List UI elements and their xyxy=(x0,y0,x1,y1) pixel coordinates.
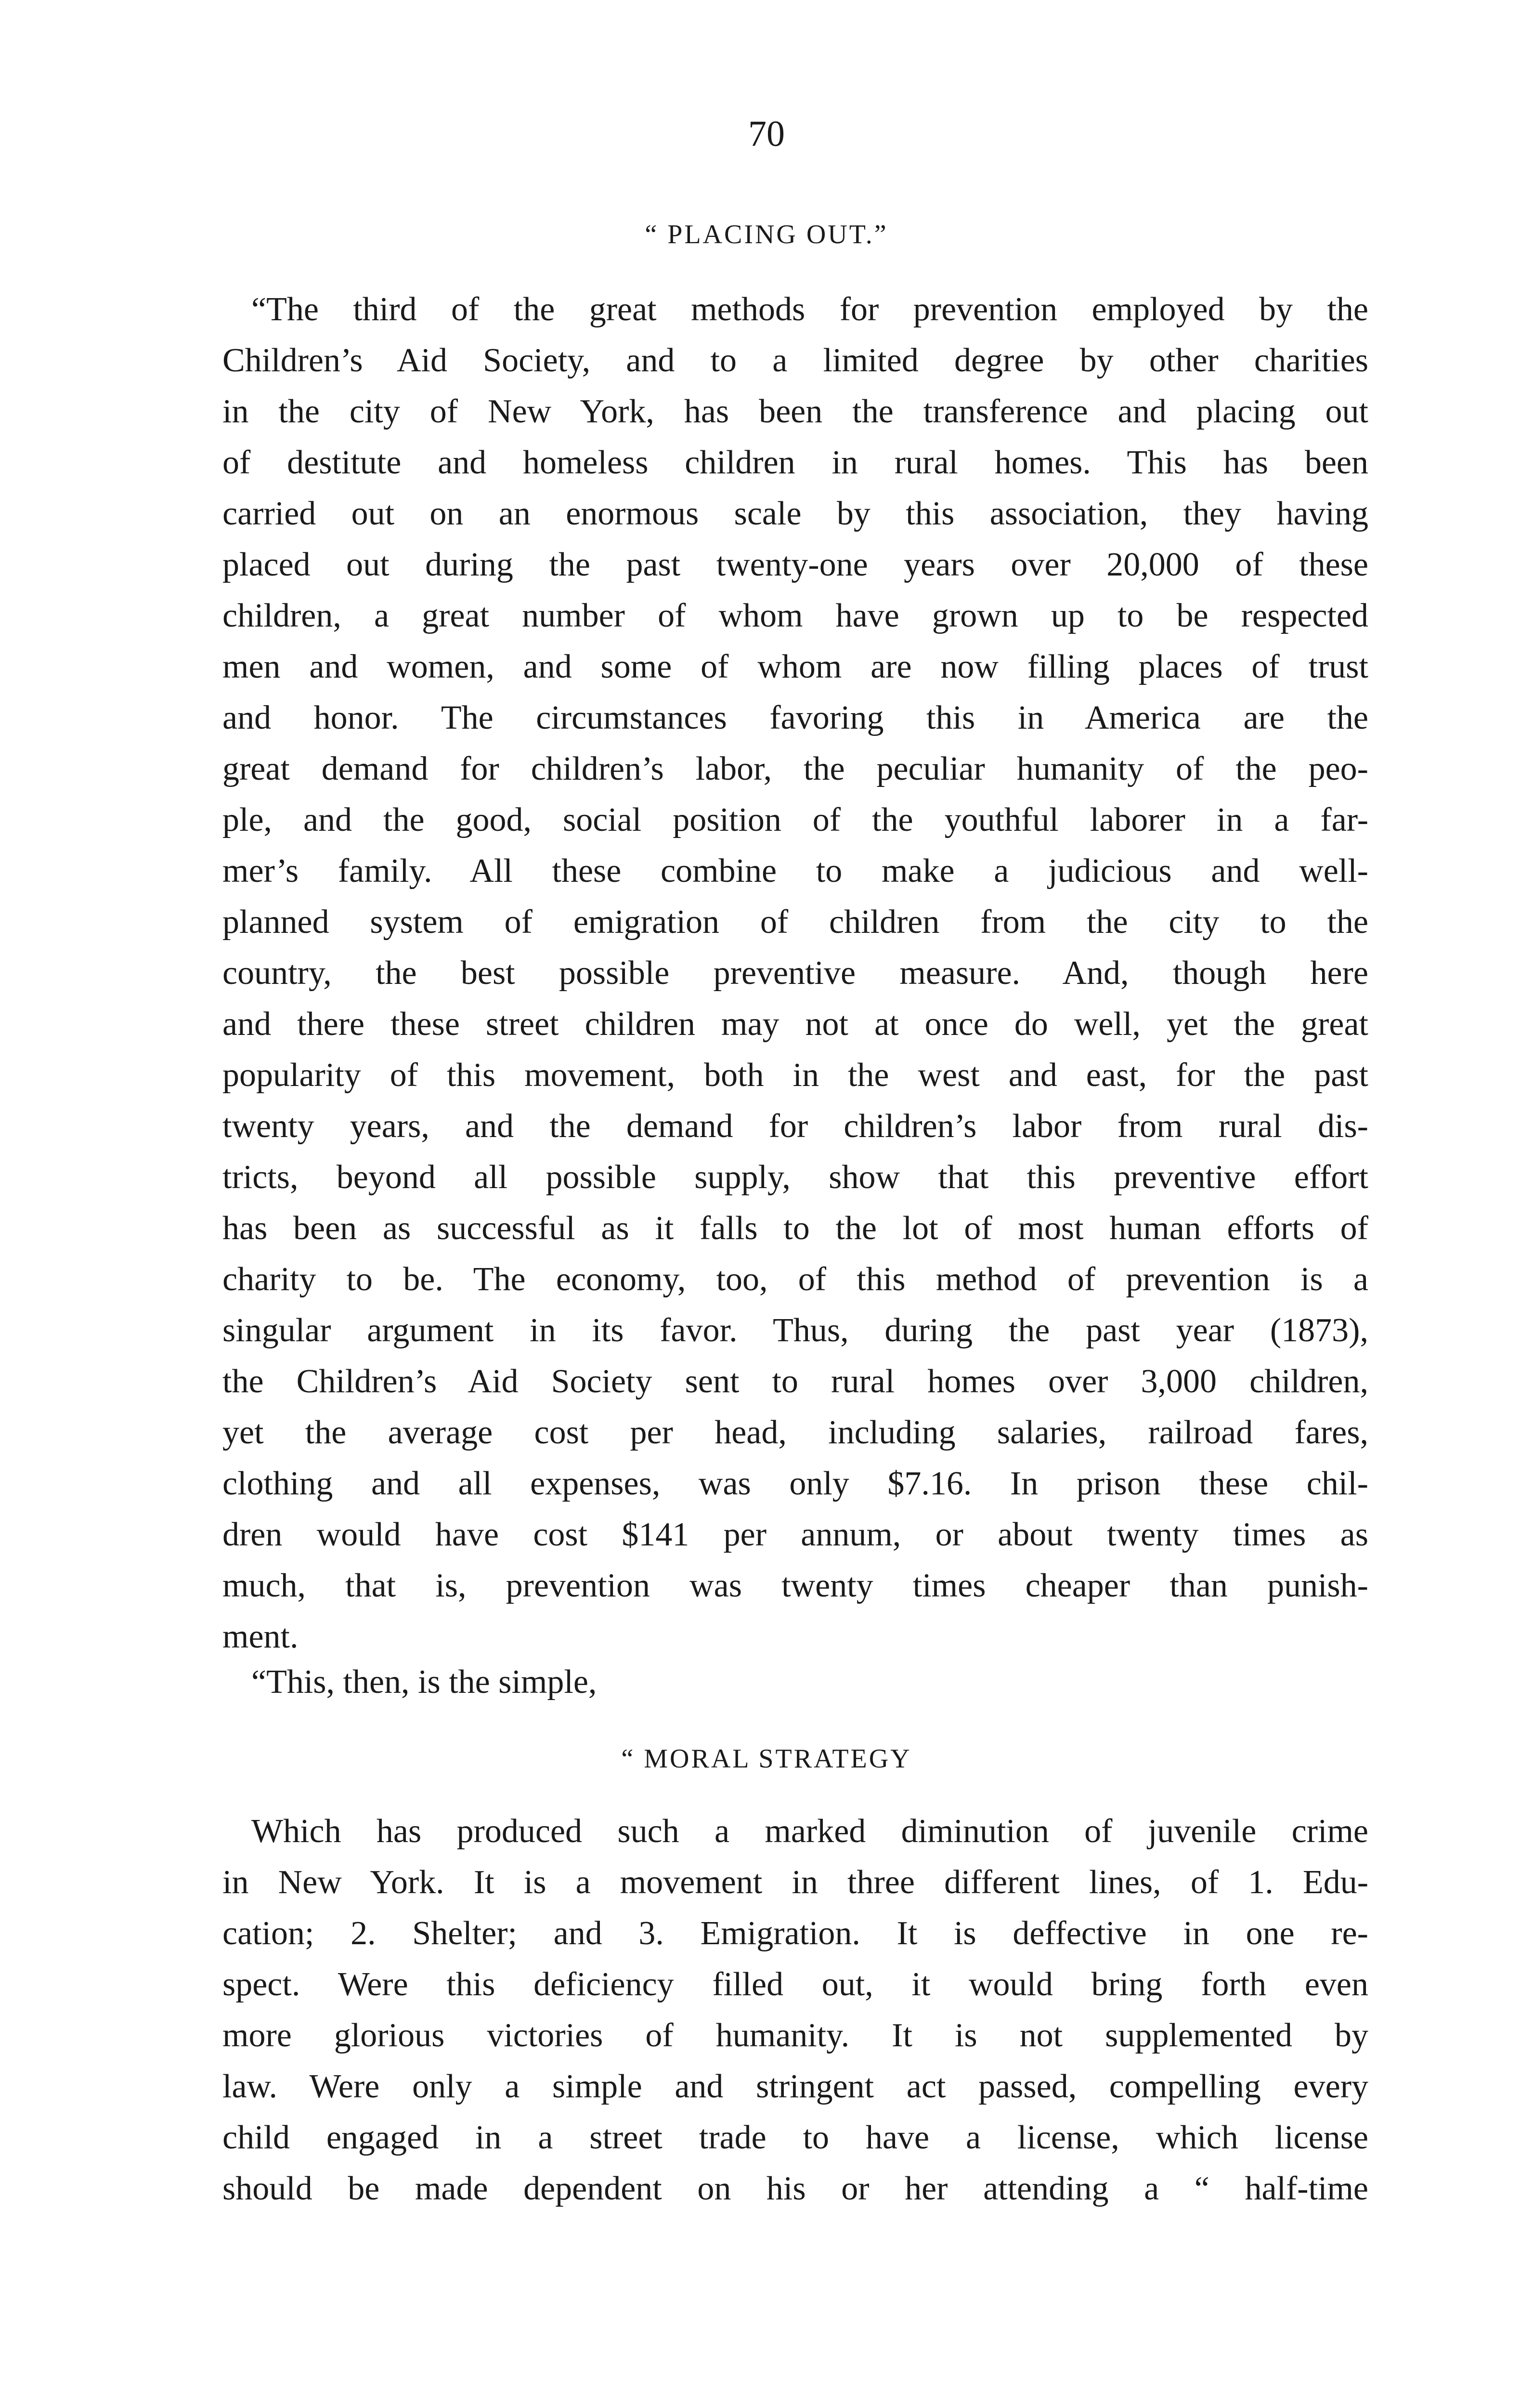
text-line: ment. xyxy=(222,1618,299,1655)
paragraph-moral-strategy xyxy=(222,1806,1368,2214)
paragraph-placing-out xyxy=(222,284,1368,1662)
text-line: of destitute and homeless children in rural homes. This has been xyxy=(222,444,1368,481)
text-line: and there these street children may not at once do well, yet the great xyxy=(222,1006,1368,1043)
subheading-moral-strategy: “ MORAL STRATEGY xyxy=(621,1744,912,1774)
text-line: more glorious victories of humanity. It is not supplemented by xyxy=(222,2017,1368,2054)
text-line: charity to be. The economy, too, of this method of prevention is a xyxy=(222,1261,1368,1298)
text-line: cation; 2. Shelter; and 3. Emigration. It is deffective in one re- xyxy=(222,1915,1368,1952)
text-line: mer’s family. All these combine to make a judicious and well- xyxy=(222,852,1368,890)
text-line: yet the average cost per head, including salaries, railroad fares, xyxy=(222,1414,1368,1451)
text-line: children, a great number of whom have grown up to be respected xyxy=(222,597,1368,634)
text-line: child engaged in a street trade to have a license, which license xyxy=(222,2119,1368,2156)
text-line: “This, then, is the simple, xyxy=(251,1663,597,1701)
text-line: tricts, beyond all possible supply, show that this preventive effort xyxy=(222,1159,1368,1196)
text-line: in New York. It is a movement in three different lines, of 1. Edu- xyxy=(222,1864,1368,1901)
text-line: singular argument in its favor. Thus, during the past year (1873), xyxy=(222,1312,1368,1349)
text-line: clothing and all expenses, was only $7.16. In prison these chil- xyxy=(222,1465,1368,1502)
text-line: planned system of emigration of children from the city to the xyxy=(222,903,1368,941)
text-line: Children’s Aid Society, and to a limited degree by other charities xyxy=(222,342,1368,379)
text-line: placed out during the past twenty-one years over 20,000 of these xyxy=(222,546,1368,583)
text-line: carried out on an enormous scale by this association, they having xyxy=(222,495,1368,532)
text-line: “The third of the great methods for prevention employed by the xyxy=(251,291,1368,328)
text-line: the Children’s Aid Society sent to rural homes over 3,000 children, xyxy=(222,1363,1368,1400)
section-heading xyxy=(645,219,888,250)
text-line: much, that is, prevention was twenty times cheaper than punish- xyxy=(222,1567,1368,1604)
text-line: has been as successful as it falls to the lot of most human efforts of xyxy=(222,1210,1368,1247)
text-line: dren would have cost $141 per annum, or about twenty times as xyxy=(222,1516,1368,1553)
text-line: and honor. The circumstances favoring this in America are the xyxy=(222,699,1368,736)
text-line: ple, and the good, social position of the youthful laborer in a far- xyxy=(222,801,1368,838)
text-line: in the city of New York, has been the transference and placing out xyxy=(222,393,1368,430)
text-line: Which has produced such a marked diminution of juvenile crime xyxy=(251,1813,1368,1850)
text-line: popularity of this movement, both in the west and east, for the past xyxy=(222,1057,1368,1094)
text-line: country, the best possible preventive measure. And, though here xyxy=(222,955,1368,992)
text-line: men and women, and some of whom are now filling places of trust xyxy=(222,648,1368,685)
text-line: great demand for children’s labor, the peculiar humanity of the peo- xyxy=(222,750,1368,787)
text-line: spect. Were this deficiency filled out, it would bring forth even xyxy=(222,1966,1368,2003)
text-line: law. Were only a simple and stringent act passed, compelling every xyxy=(222,2068,1368,2105)
text-line: twenty years, and the demand for children’s labor from rural dis- xyxy=(222,1108,1368,1145)
paragraph-simple xyxy=(222,1657,1368,1708)
page-number: 70 xyxy=(748,114,785,154)
text-line: should be made dependent on his or her attending a “ half-time xyxy=(222,2170,1368,2207)
section-heading-text: “ PLACING OUT.” xyxy=(645,220,888,249)
